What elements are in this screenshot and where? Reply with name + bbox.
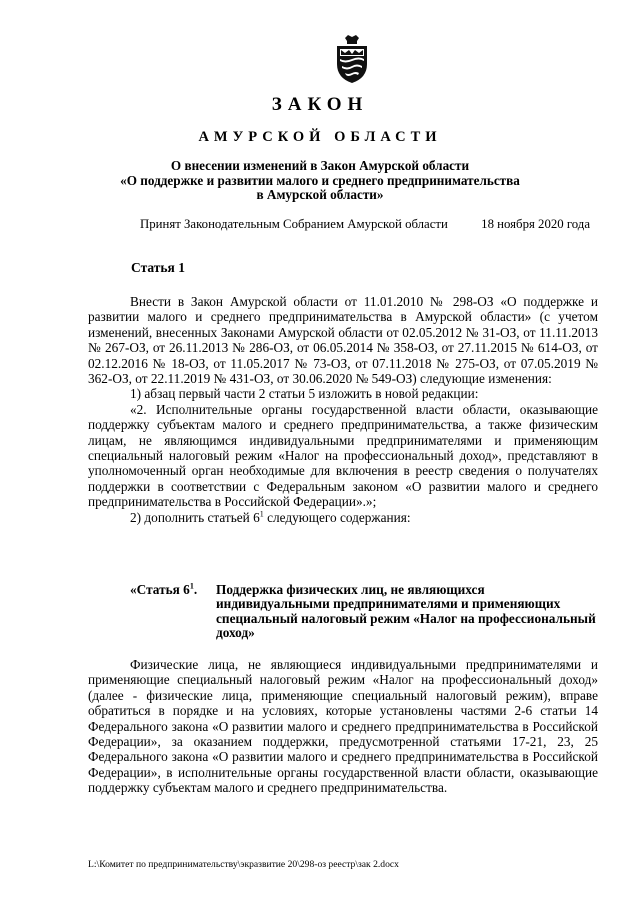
article-1-body: [88, 294, 598, 525]
article-6-1-title: Поддержка физических лиц, не являющихся индивидуальными предпринимателями и применяющих специальный налоговый режим «Налог на профессиональный доход»: [216, 582, 596, 640]
adoption-line: [140, 217, 590, 232]
subtitle-line-2: «О поддержке и развитии малого и среднего предпринимательства: [120, 172, 520, 188]
article-1-paragraph-1: Внести в Закон Амурской области от 11.01.2010 № 298-ОЗ «О поддержке и развитии малого и среднего предпринимательства в Амурской области» (с учетом изменений, внесенных Законами Амурской области от 02.05.2012 № 31-ОЗ, от 11.11.2013 № 267-ОЗ, от 26.11.2013 № 286-ОЗ, от 06.05.2014 № 358-ОЗ, от 27.11.2015 № 614-ОЗ, от 02.12.2016 № 18-ОЗ, от 11.05.2017 № 73-ОЗ, от 07.11.2018 № 275-ОЗ, от 07.05.2019 № 362-ОЗ, от 22.11.2019 № 431-ОЗ, от 30.06.2020 № 549-ОЗ) следующие изменения:: [88, 294, 598, 387]
label-sup: 1: [189, 581, 194, 591]
p4-pre: 2) дополнить статьей 6: [130, 509, 260, 525]
article-1-paragraph-3: «2. Исполнительные органы государственной власти области, оказывающие поддержку субъектам малого и среднего предпринимательства, а также физическим лицам, не являющимся индивидуальными предпринимателями и применяющим специальный налоговый режим «Налог на профессиональный доход», представляют в уполномоченный орган необходимые для включения в реестр сведения о получателях поддержки в соответствии с Федеральным законом «О развитии малого и среднего предпринимательства в Российской Федерации».»;: [88, 401, 598, 510]
document-type-heading: ЗАКОН: [271, 94, 369, 115]
article-6-1-label: [130, 583, 197, 597]
coat-of-arms-icon: [333, 34, 371, 84]
adopted-date: 18 ноября 2020 года: [481, 217, 590, 231]
subtitle-line-3: в Амурской области»: [256, 187, 384, 202]
label-post: .: [193, 582, 198, 597]
article-1-heading: Статья 1: [131, 260, 185, 275]
law-subtitle: [60, 159, 580, 203]
subtitle-line-1: О внесении изменений в Закон Амурской области: [170, 158, 470, 173]
adopted-by: Принят Законодательным Собранием Амурской области: [140, 217, 448, 231]
article-1-paragraph-2: 1) абзац первый части 2 статьи 5 изложить в новой редакции:: [130, 386, 479, 402]
article-6-1-body: [88, 657, 598, 796]
p4-sup: 1: [259, 509, 264, 519]
article-6-1-paragraph-1: Физические лица, не являющиеся индивидуальными предпринимателями и применяющие специальный налоговый режим «Налог на профессиональный доход» (далее - физические лица, применяющие специальный налоговый режим), вправе обратиться в порядке и на условиях, которые установлены частями 2-6 статьи 14 Федерального закона «О развитии малого и среднего предпринимательства в Российской Федерации», за оказанием поддержки, предусмотренной статьями 17-21, 23, 25 Федерального закона «О развитии малого и среднего предпринимательства в Российской Федерации», в исполнительные органы государственной власти области, оказывающие поддержку субъектам малого и среднего предпринимательства.: [88, 657, 598, 796]
region-heading: АМУРСКОЙ ОБЛАСТИ: [198, 129, 442, 145]
p4-post: следующего содержания:: [263, 509, 411, 525]
label-pre: «Статья 6: [130, 582, 190, 597]
article-1-paragraph-4: [88, 510, 598, 525]
file-path-footer: L:\Комитет по предпринимательству\экразвитие 20\298-оз реестр\зак 2.docx: [88, 859, 399, 870]
